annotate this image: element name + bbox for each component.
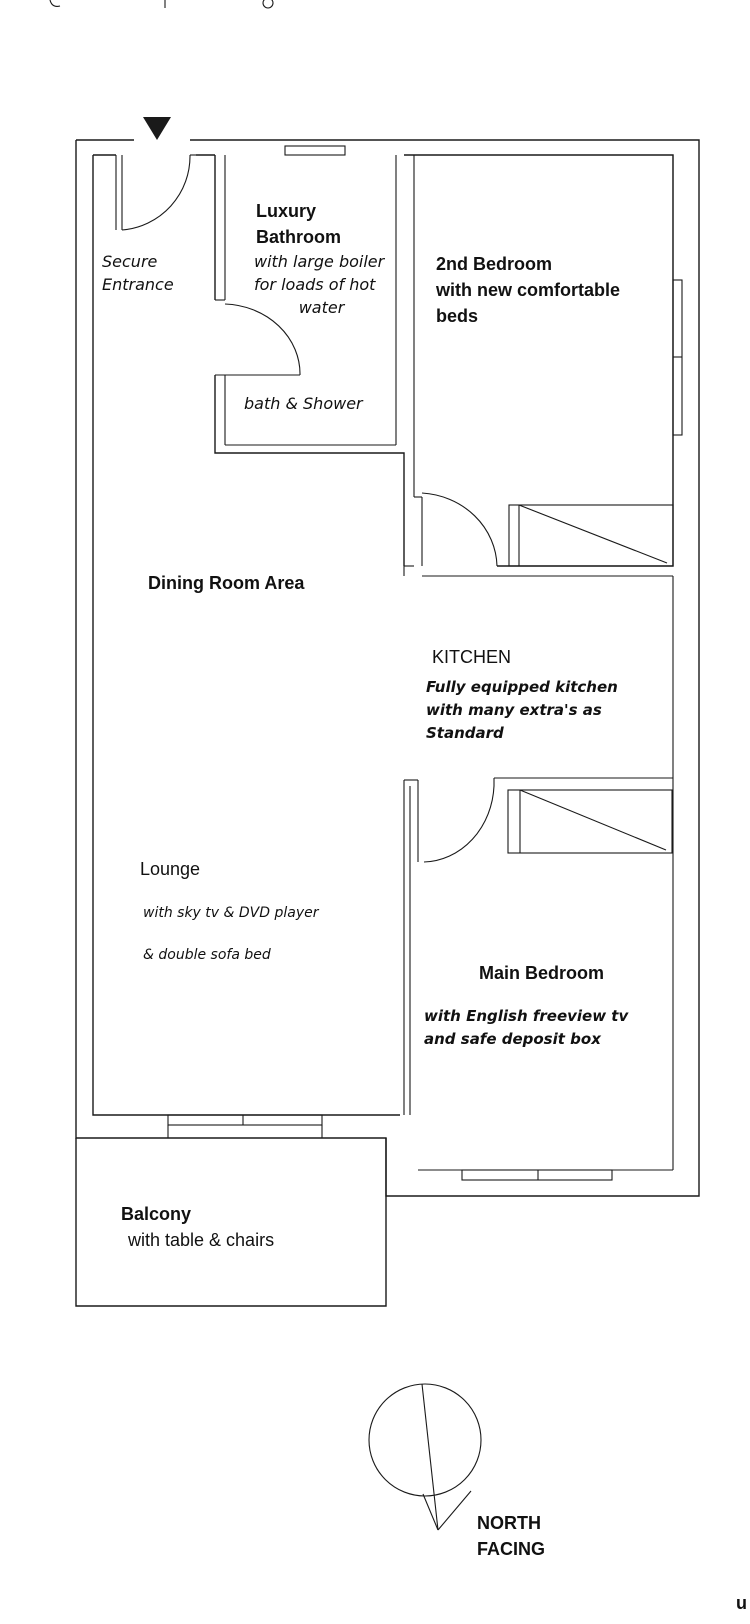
bedroom2-note-line2: beds — [436, 306, 479, 326]
main-bedroom-title: Main Bedroom — [479, 963, 605, 983]
compass-line2: FACING — [477, 1539, 546, 1559]
bedroom2-walls — [404, 155, 682, 566]
lounge-note-line1: with sky tv & DVD player — [143, 905, 319, 921]
main-bedroom-note-line1: with English freeview tv — [424, 1007, 629, 1025]
kitchen-title: KITCHEN — [432, 647, 512, 667]
dining-room-label: Dining Room Area — [148, 573, 305, 593]
cropped-top-marks — [50, 0, 273, 8]
bedroom2-label — [436, 251, 620, 329]
entrance-line1: Secure — [102, 252, 158, 271]
lounge-title: Lounge — [140, 859, 201, 879]
main-bedroom-note — [424, 1005, 628, 1051]
entrance-door — [116, 117, 196, 230]
bathroom-title-line1: Luxury — [256, 201, 317, 221]
bathroom-title-line2: Bathroom — [256, 227, 341, 247]
entrance-line2: Entrance — [102, 275, 174, 294]
main-bedroom-note-line2: and safe deposit box — [424, 1030, 601, 1048]
entrance-label — [102, 250, 174, 296]
corner-cropped-text: u — [736, 1593, 747, 1613]
kitchen-note-line1: Fully equipped kitchen — [426, 678, 618, 696]
compass-line1: NORTH — [477, 1513, 541, 1533]
bathroom-note — [254, 250, 389, 319]
bathroom-note-line1: with large boiler — [254, 252, 385, 271]
lounge-window — [168, 1115, 386, 1138]
balcony-note: with table & chairs — [128, 1230, 275, 1250]
kitchen-note — [426, 676, 618, 745]
lounge-note-line2: & double sofa bed — [143, 947, 271, 963]
bathroom-note-line2: for loads of hot — [254, 275, 376, 294]
bedroom2-title: 2nd Bedroom — [436, 254, 553, 274]
bathroom-note-line3: water — [298, 298, 345, 317]
bathroom-title — [256, 198, 341, 250]
kitchen-note-line2: with many extra's as — [426, 701, 602, 719]
kitchen-note-line3: Standard — [426, 724, 504, 742]
bedroom2-note-line1: with new comfortable — [436, 280, 621, 300]
balcony-title: Balcony — [121, 1204, 192, 1224]
north-compass — [369, 1384, 481, 1530]
bathroom-shower-note: bath & Shower — [244, 394, 363, 413]
compass-label — [477, 1510, 545, 1562]
